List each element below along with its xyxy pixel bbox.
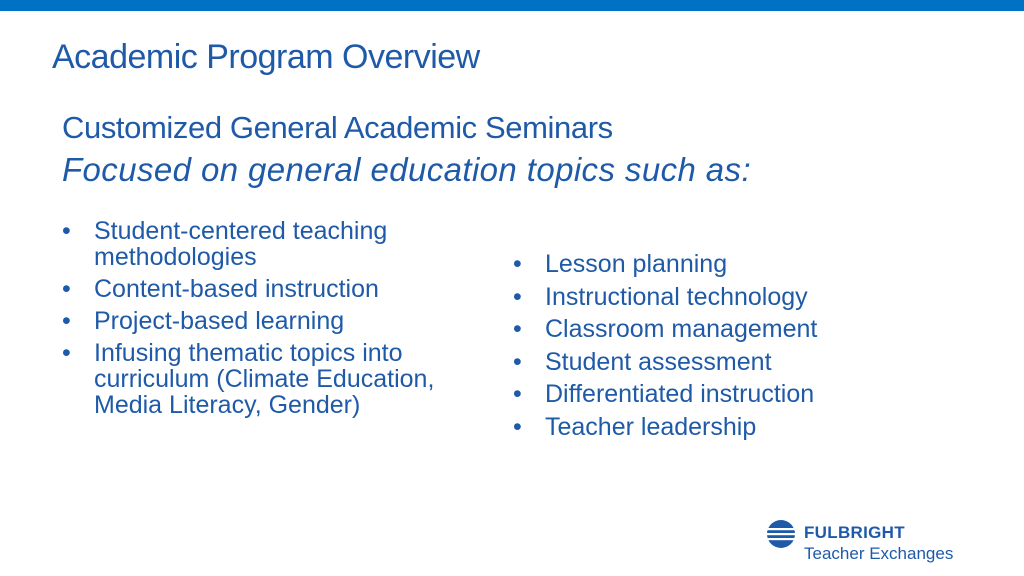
topic-list-right — [513, 251, 913, 446]
globe-icon — [766, 519, 796, 549]
topic-list-left — [62, 218, 492, 424]
list-item: • Student-centered teaching methodologies — [62, 218, 492, 270]
top-accent-bar — [0, 0, 1024, 11]
logo-name: FULBRIGHT — [804, 523, 905, 542]
list-item: • Infusing thematic topics into curriculum (Climate Education, Media Literacy, Gender) — [62, 340, 492, 418]
list-item: • Classroom management — [513, 316, 913, 342]
list-item: • Content-based instruction — [62, 276, 492, 302]
section-subtitle: Focused on general education topics such as: — [62, 151, 752, 188]
section-title: Customized General Academic Seminars — [62, 110, 613, 145]
list-item: • Teacher leadership — [513, 414, 913, 440]
list-item: • Student assessment — [513, 349, 913, 375]
page-title: Academic Program Overview — [52, 38, 480, 76]
logo-tagline: Teacher Exchanges — [804, 544, 954, 563]
list-item: • Lesson planning — [513, 251, 913, 277]
list-item: • Differentiated instruction — [513, 381, 913, 407]
list-item: • Instructional technology — [513, 284, 913, 310]
fulbright-logo — [766, 519, 986, 567]
list-item: • Project-based learning — [62, 308, 492, 334]
